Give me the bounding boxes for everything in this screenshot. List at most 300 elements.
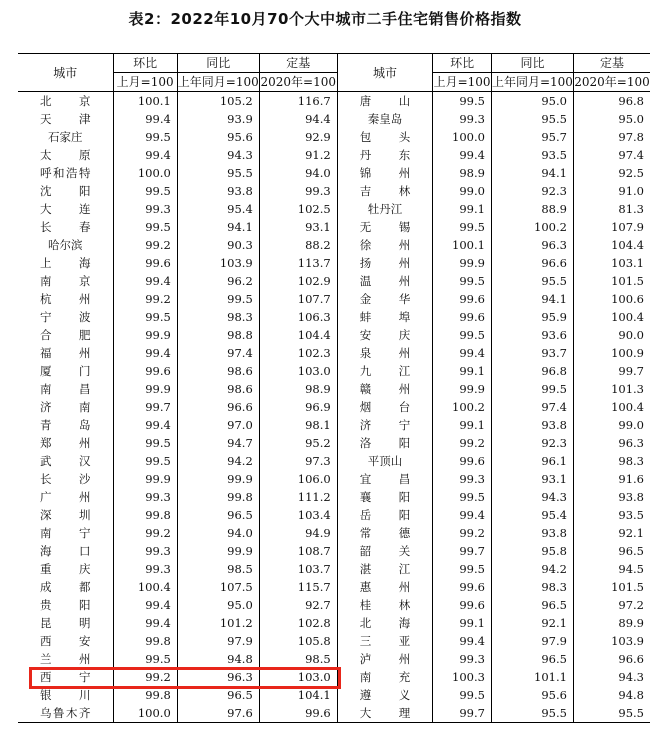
right-city-cell: 金华: [337, 290, 433, 308]
header-base-sub-left: 2020年=100: [259, 73, 337, 92]
left-city-cell: 西安: [40, 634, 91, 648]
right-yoy-cell: 97.9: [491, 632, 573, 650]
right-mom-cell: 99.6: [433, 596, 492, 614]
right-mom-cell: 100.3: [433, 668, 492, 686]
table-row: [18, 254, 650, 272]
table-row: [18, 290, 650, 308]
left-mom-cell: 99.4: [113, 344, 177, 362]
right-mom-cell: 100.1: [433, 236, 492, 254]
left-city-cell: 大连: [40, 202, 91, 216]
left-mom-cell: 99.5: [113, 218, 177, 236]
right-yoy-cell: 95.7: [491, 128, 573, 146]
right-base-cell: 100.4: [573, 308, 650, 326]
right-mom-cell: 99.3: [433, 650, 492, 668]
right-yoy-cell: 93.8: [491, 524, 573, 542]
right-yoy-cell: 95.4: [491, 506, 573, 524]
right-base-cell: 94.5: [573, 560, 650, 578]
right-city-cell: 包头: [337, 128, 433, 146]
left-city-cell: 北京: [40, 94, 91, 108]
left-mom-cell: 99.5: [113, 434, 177, 452]
table-row: [18, 146, 650, 164]
right-city-cell: 桂林: [337, 596, 433, 614]
left-yoy-cell: 94.3: [177, 146, 259, 164]
left-city-cell: 宁波: [40, 310, 91, 324]
left-city-cell: 长春: [40, 220, 91, 234]
header-yoy-sub-right: 上年同月=100: [491, 73, 573, 92]
left-base-cell: 98.9: [259, 380, 337, 398]
left-yoy-cell: 97.6: [177, 704, 259, 723]
left-base-cell: 115.7: [259, 578, 337, 596]
left-yoy-cell: 103.9: [177, 254, 259, 272]
table-row: [18, 704, 650, 723]
left-base-cell: 93.1: [259, 218, 337, 236]
left-yoy-cell: 96.2: [177, 272, 259, 290]
left-mom-cell: 100.0: [113, 164, 177, 182]
left-yoy-cell: 96.3: [177, 668, 259, 686]
table-row: [18, 92, 650, 111]
right-yoy-cell: 94.3: [491, 488, 573, 506]
header-mom-left: 环比: [113, 54, 177, 73]
left-base-cell: 98.1: [259, 416, 337, 434]
left-base-cell: 97.3: [259, 452, 337, 470]
left-mom-cell: 99.4: [113, 110, 177, 128]
left-base-cell: 111.2: [259, 488, 337, 506]
right-yoy-cell: 96.6: [491, 254, 573, 272]
right-base-cell: 95.5: [573, 704, 650, 723]
right-city-cell: 三亚: [337, 632, 433, 650]
left-mom-cell: 99.4: [113, 416, 177, 434]
right-base-cell: 100.4: [573, 398, 650, 416]
right-mom-cell: 98.9: [433, 164, 492, 182]
right-city-cell: 泸州: [337, 650, 433, 668]
right-yoy-cell: 88.9: [491, 200, 573, 218]
right-yoy-cell: 95.8: [491, 542, 573, 560]
right-yoy-cell: 96.5: [491, 650, 573, 668]
left-city-cell: 成都: [40, 580, 91, 594]
left-base-cell: 94.0: [259, 164, 337, 182]
right-city-cell: 宜昌: [337, 470, 433, 488]
header-city-left: 城市: [18, 54, 113, 92]
left-yoy-cell: 99.9: [177, 542, 259, 560]
right-yoy-cell: 93.6: [491, 326, 573, 344]
right-city-cell: 济宁: [337, 416, 433, 434]
left-mom-cell: 99.6: [113, 362, 177, 380]
left-mom-cell: 99.9: [113, 470, 177, 488]
right-city-cell: 洛阳: [337, 434, 433, 452]
right-mom-cell: 99.5: [433, 686, 492, 704]
left-base-cell: 96.9: [259, 398, 337, 416]
table-row: [18, 452, 650, 470]
table-row: [18, 668, 650, 686]
right-yoy-cell: 97.4: [491, 398, 573, 416]
left-yoy-cell: 95.4: [177, 200, 259, 218]
right-yoy-cell: 101.1: [491, 668, 573, 686]
left-base-cell: 103.0: [259, 362, 337, 380]
left-mom-cell: 99.8: [113, 686, 177, 704]
right-mom-cell: 99.4: [433, 506, 492, 524]
left-mom-cell: 100.4: [113, 578, 177, 596]
table-row: [18, 164, 650, 182]
left-base-cell: 102.8: [259, 614, 337, 632]
header-base-left: 定基: [259, 54, 337, 73]
right-city-cell: 南充: [337, 668, 433, 686]
right-city-cell: 秦皇岛: [337, 110, 433, 128]
table-row: [18, 362, 650, 380]
left-city-cell: 石家庄: [48, 130, 83, 144]
left-city-cell: 南昌: [40, 382, 91, 396]
left-mom-cell: 99.4: [113, 146, 177, 164]
right-mom-cell: 99.5: [433, 218, 492, 236]
left-city-cell: 天津: [40, 112, 91, 126]
left-base-cell: 108.7: [259, 542, 337, 560]
left-base-cell: 94.9: [259, 524, 337, 542]
left-mom-cell: 99.4: [113, 596, 177, 614]
right-yoy-cell: 94.1: [491, 290, 573, 308]
right-base-cell: 90.0: [573, 326, 650, 344]
left-yoy-cell: 98.3: [177, 308, 259, 326]
table-row: [18, 380, 650, 398]
table-row: [18, 128, 650, 146]
right-yoy-cell: 95.5: [491, 110, 573, 128]
left-base-cell: 106.0: [259, 470, 337, 488]
left-base-cell: 103.0: [259, 668, 337, 686]
right-city-cell: 徐州: [337, 236, 433, 254]
right-base-cell: 103.1: [573, 254, 650, 272]
right-yoy-cell: 95.5: [491, 272, 573, 290]
left-city-cell: 济南: [40, 400, 91, 414]
right-mom-cell: 99.3: [433, 110, 492, 128]
left-yoy-cell: 96.5: [177, 686, 259, 704]
right-base-cell: 97.8: [573, 128, 650, 146]
header-yoy-left: 同比: [177, 54, 259, 73]
right-yoy-cell: 95.5: [491, 704, 573, 723]
table-row: [18, 182, 650, 200]
left-base-cell: 98.5: [259, 650, 337, 668]
right-mom-cell: 99.6: [433, 290, 492, 308]
right-base-cell: 107.9: [573, 218, 650, 236]
right-yoy-cell: 100.2: [491, 218, 573, 236]
table-row: [18, 272, 650, 290]
right-city-cell: 蚌埠: [337, 308, 433, 326]
right-city-cell: 北海: [337, 614, 433, 632]
left-base-cell: 104.1: [259, 686, 337, 704]
right-mom-cell: 99.5: [433, 92, 492, 111]
header-yoy-right: 同比: [491, 54, 573, 73]
right-city-cell: 无锡: [337, 218, 433, 236]
left-yoy-cell: 98.6: [177, 380, 259, 398]
right-mom-cell: 100.2: [433, 398, 492, 416]
left-mom-cell: 100.1: [113, 92, 177, 111]
left-city-cell: 南京: [40, 274, 91, 288]
table-row: [18, 236, 650, 254]
left-mom-cell: 99.8: [113, 506, 177, 524]
left-yoy-cell: 99.9: [177, 470, 259, 488]
right-mom-cell: 99.7: [433, 704, 492, 723]
left-mom-cell: 99.6: [113, 254, 177, 272]
left-yoy-cell: 98.5: [177, 560, 259, 578]
left-yoy-cell: 98.8: [177, 326, 259, 344]
left-city-cell: 重庆: [40, 562, 91, 576]
right-mom-cell: 99.5: [433, 560, 492, 578]
right-base-cell: 104.4: [573, 236, 650, 254]
left-mom-cell: 99.3: [113, 560, 177, 578]
left-yoy-cell: 107.5: [177, 578, 259, 596]
left-city-cell: 合肥: [40, 328, 91, 342]
left-mom-cell: 99.5: [113, 650, 177, 668]
left-base-cell: 103.4: [259, 506, 337, 524]
left-mom-cell: 99.9: [113, 326, 177, 344]
right-base-cell: 93.5: [573, 506, 650, 524]
left-mom-cell: 99.3: [113, 200, 177, 218]
left-base-cell: 99.3: [259, 182, 337, 200]
right-city-cell: 遵义: [337, 686, 433, 704]
left-city-cell: 南宁: [40, 526, 91, 540]
left-mom-cell: 99.5: [113, 128, 177, 146]
right-mom-cell: 99.3: [433, 470, 492, 488]
left-yoy-cell: 97.0: [177, 416, 259, 434]
left-yoy-cell: 97.4: [177, 344, 259, 362]
left-mom-cell: 99.5: [113, 182, 177, 200]
left-mom-cell: 99.5: [113, 452, 177, 470]
table-body: [18, 92, 650, 723]
right-yoy-cell: 92.3: [491, 182, 573, 200]
left-city-cell: 深圳: [40, 508, 91, 522]
right-base-cell: 94.8: [573, 686, 650, 704]
left-city-cell: 郑州: [40, 436, 91, 450]
left-city-cell: 西宁: [40, 670, 91, 684]
left-city-cell: 上海: [40, 256, 91, 270]
right-mom-cell: 99.4: [433, 344, 492, 362]
right-city-cell: 唐山: [337, 92, 433, 111]
right-yoy-cell: 95.9: [491, 308, 573, 326]
left-city-cell: 武汉: [40, 454, 91, 468]
left-yoy-cell: 94.2: [177, 452, 259, 470]
left-mom-cell: 99.8: [113, 632, 177, 650]
right-city-cell: 吉林: [337, 182, 433, 200]
right-base-cell: 100.9: [573, 344, 650, 362]
right-yoy-cell: 96.8: [491, 362, 573, 380]
left-yoy-cell: 94.8: [177, 650, 259, 668]
left-yoy-cell: 95.0: [177, 596, 259, 614]
left-base-cell: 102.9: [259, 272, 337, 290]
left-city-cell: 广州: [40, 490, 91, 504]
left-mom-cell: 99.2: [113, 524, 177, 542]
left-yoy-cell: 96.5: [177, 506, 259, 524]
right-mom-cell: 99.2: [433, 524, 492, 542]
right-base-cell: 95.0: [573, 110, 650, 128]
right-mom-cell: 99.4: [433, 146, 492, 164]
left-city-cell: 呼和浩特: [40, 166, 91, 180]
table-row: [18, 596, 650, 614]
left-base-cell: 107.7: [259, 290, 337, 308]
table-row: [18, 398, 650, 416]
right-base-cell: 96.3: [573, 434, 650, 452]
left-yoy-cell: 101.2: [177, 614, 259, 632]
right-city-cell: 泉州: [337, 344, 433, 362]
left-base-cell: 91.2: [259, 146, 337, 164]
left-mom-cell: 99.4: [113, 614, 177, 632]
right-base-cell: 98.3: [573, 452, 650, 470]
left-city-cell: 兰州: [40, 652, 91, 666]
left-yoy-cell: 105.2: [177, 92, 259, 111]
table-row: [18, 416, 650, 434]
left-yoy-cell: 96.6: [177, 398, 259, 416]
left-city-cell: 昆明: [40, 616, 91, 630]
right-yoy-cell: 95.0: [491, 92, 573, 111]
right-city-cell: 平顶山: [337, 452, 433, 470]
left-city-cell: 沈阳: [40, 184, 91, 198]
left-base-cell: 104.4: [259, 326, 337, 344]
price-index-table: [18, 53, 650, 723]
right-yoy-cell: 96.5: [491, 596, 573, 614]
right-yoy-cell: 92.3: [491, 434, 573, 452]
left-base-cell: 116.7: [259, 92, 337, 111]
table-row: [18, 524, 650, 542]
right-yoy-cell: 93.8: [491, 416, 573, 434]
right-mom-cell: 99.6: [433, 578, 492, 596]
left-mom-cell: 99.2: [113, 290, 177, 308]
right-city-cell: 岳阳: [337, 506, 433, 524]
left-yoy-cell: 94.1: [177, 218, 259, 236]
right-yoy-cell: 93.1: [491, 470, 573, 488]
header-base-right: 定基: [573, 54, 650, 73]
right-mom-cell: 99.7: [433, 542, 492, 560]
right-base-cell: 96.5: [573, 542, 650, 560]
right-yoy-cell: 93.7: [491, 344, 573, 362]
header-mom-sub-right: 上月=100: [433, 73, 492, 92]
left-base-cell: 106.3: [259, 308, 337, 326]
table-row: [18, 614, 650, 632]
right-city-cell: 襄阳: [337, 488, 433, 506]
right-mom-cell: 99.5: [433, 326, 492, 344]
left-yoy-cell: 94.7: [177, 434, 259, 452]
right-city-cell: 常德: [337, 524, 433, 542]
right-city-cell: 赣州: [337, 380, 433, 398]
header-yoy-sub-left: 上年同月=100: [177, 73, 259, 92]
table-row: [18, 218, 650, 236]
left-base-cell: 95.2: [259, 434, 337, 452]
right-base-cell: 99.7: [573, 362, 650, 380]
right-mom-cell: 99.9: [433, 254, 492, 272]
left-city-cell: 海口: [40, 544, 91, 558]
left-mom-cell: 99.5: [113, 308, 177, 326]
left-base-cell: 113.7: [259, 254, 337, 272]
right-city-cell: 韶关: [337, 542, 433, 560]
right-mom-cell: 100.0: [433, 128, 492, 146]
right-city-cell: 惠州: [337, 578, 433, 596]
right-base-cell: 99.0: [573, 416, 650, 434]
left-base-cell: 94.4: [259, 110, 337, 128]
left-city-cell: 银川: [40, 688, 91, 702]
left-yoy-cell: 94.0: [177, 524, 259, 542]
right-mom-cell: 99.5: [433, 272, 492, 290]
left-mom-cell: 100.0: [113, 704, 177, 723]
right-base-cell: 91.6: [573, 470, 650, 488]
table-row: [18, 506, 650, 524]
right-yoy-cell: 99.5: [491, 380, 573, 398]
right-city-cell: 安庆: [337, 326, 433, 344]
left-yoy-cell: 99.8: [177, 488, 259, 506]
right-base-cell: 96.8: [573, 92, 650, 111]
right-base-cell: 94.3: [573, 668, 650, 686]
header-mom-sub-left: 上月=100: [113, 73, 177, 92]
right-mom-cell: 99.0: [433, 182, 492, 200]
header-mom-right: 环比: [433, 54, 492, 73]
page-title: 表2：2022年10月70个大中城市二手住宅销售价格指数: [128, 10, 522, 28]
left-yoy-cell: 97.9: [177, 632, 259, 650]
right-yoy-cell: 92.1: [491, 614, 573, 632]
table-row: [18, 632, 650, 650]
right-city-cell: 扬州: [337, 254, 433, 272]
right-yoy-cell: 95.6: [491, 686, 573, 704]
left-base-cell: 99.6: [259, 704, 337, 723]
right-mom-cell: 99.5: [433, 488, 492, 506]
right-city-cell: 牡丹江: [337, 200, 433, 218]
left-mom-cell: 99.3: [113, 542, 177, 560]
left-base-cell: 103.7: [259, 560, 337, 578]
right-base-cell: 91.0: [573, 182, 650, 200]
right-yoy-cell: 93.5: [491, 146, 573, 164]
left-mom-cell: 99.3: [113, 488, 177, 506]
left-base-cell: 102.3: [259, 344, 337, 362]
right-base-cell: 81.3: [573, 200, 650, 218]
left-yoy-cell: 95.5: [177, 164, 259, 182]
left-city-cell: 哈尔滨: [48, 238, 83, 252]
table-row: [18, 560, 650, 578]
left-yoy-cell: 93.8: [177, 182, 259, 200]
right-mom-cell: 99.9: [433, 380, 492, 398]
right-base-cell: 92.1: [573, 524, 650, 542]
right-base-cell: 89.9: [573, 614, 650, 632]
table-row: [18, 488, 650, 506]
right-city-cell: 大理: [337, 704, 433, 723]
table-row: [18, 200, 650, 218]
right-yoy-cell: 96.3: [491, 236, 573, 254]
right-city-cell: 九江: [337, 362, 433, 380]
right-base-cell: 96.6: [573, 650, 650, 668]
right-yoy-cell: 98.3: [491, 578, 573, 596]
right-mom-cell: 99.6: [433, 308, 492, 326]
right-base-cell: 97.4: [573, 146, 650, 164]
right-city-cell: 丹东: [337, 146, 433, 164]
right-base-cell: 101.5: [573, 272, 650, 290]
right-city-cell: 锦州: [337, 164, 433, 182]
right-base-cell: 92.5: [573, 164, 650, 182]
left-city-cell: 福州: [40, 346, 91, 360]
table-row: [18, 308, 650, 326]
right-base-cell: 100.6: [573, 290, 650, 308]
left-base-cell: 88.2: [259, 236, 337, 254]
left-city-cell: 贵阳: [40, 598, 91, 612]
right-yoy-cell: 96.1: [491, 452, 573, 470]
left-base-cell: 92.7: [259, 596, 337, 614]
left-yoy-cell: 90.3: [177, 236, 259, 254]
right-mom-cell: 99.2: [433, 434, 492, 452]
right-city-cell: 湛江: [337, 560, 433, 578]
right-base-cell: 101.5: [573, 578, 650, 596]
right-mom-cell: 99.1: [433, 416, 492, 434]
table-row: [18, 344, 650, 362]
right-mom-cell: 99.6: [433, 452, 492, 470]
left-yoy-cell: 93.9: [177, 110, 259, 128]
table-row: [18, 470, 650, 488]
table-row: [18, 686, 650, 704]
left-yoy-cell: 95.6: [177, 128, 259, 146]
left-base-cell: 105.8: [259, 632, 337, 650]
table-row: [18, 326, 650, 344]
left-yoy-cell: 99.5: [177, 290, 259, 308]
table-row: [18, 434, 650, 452]
